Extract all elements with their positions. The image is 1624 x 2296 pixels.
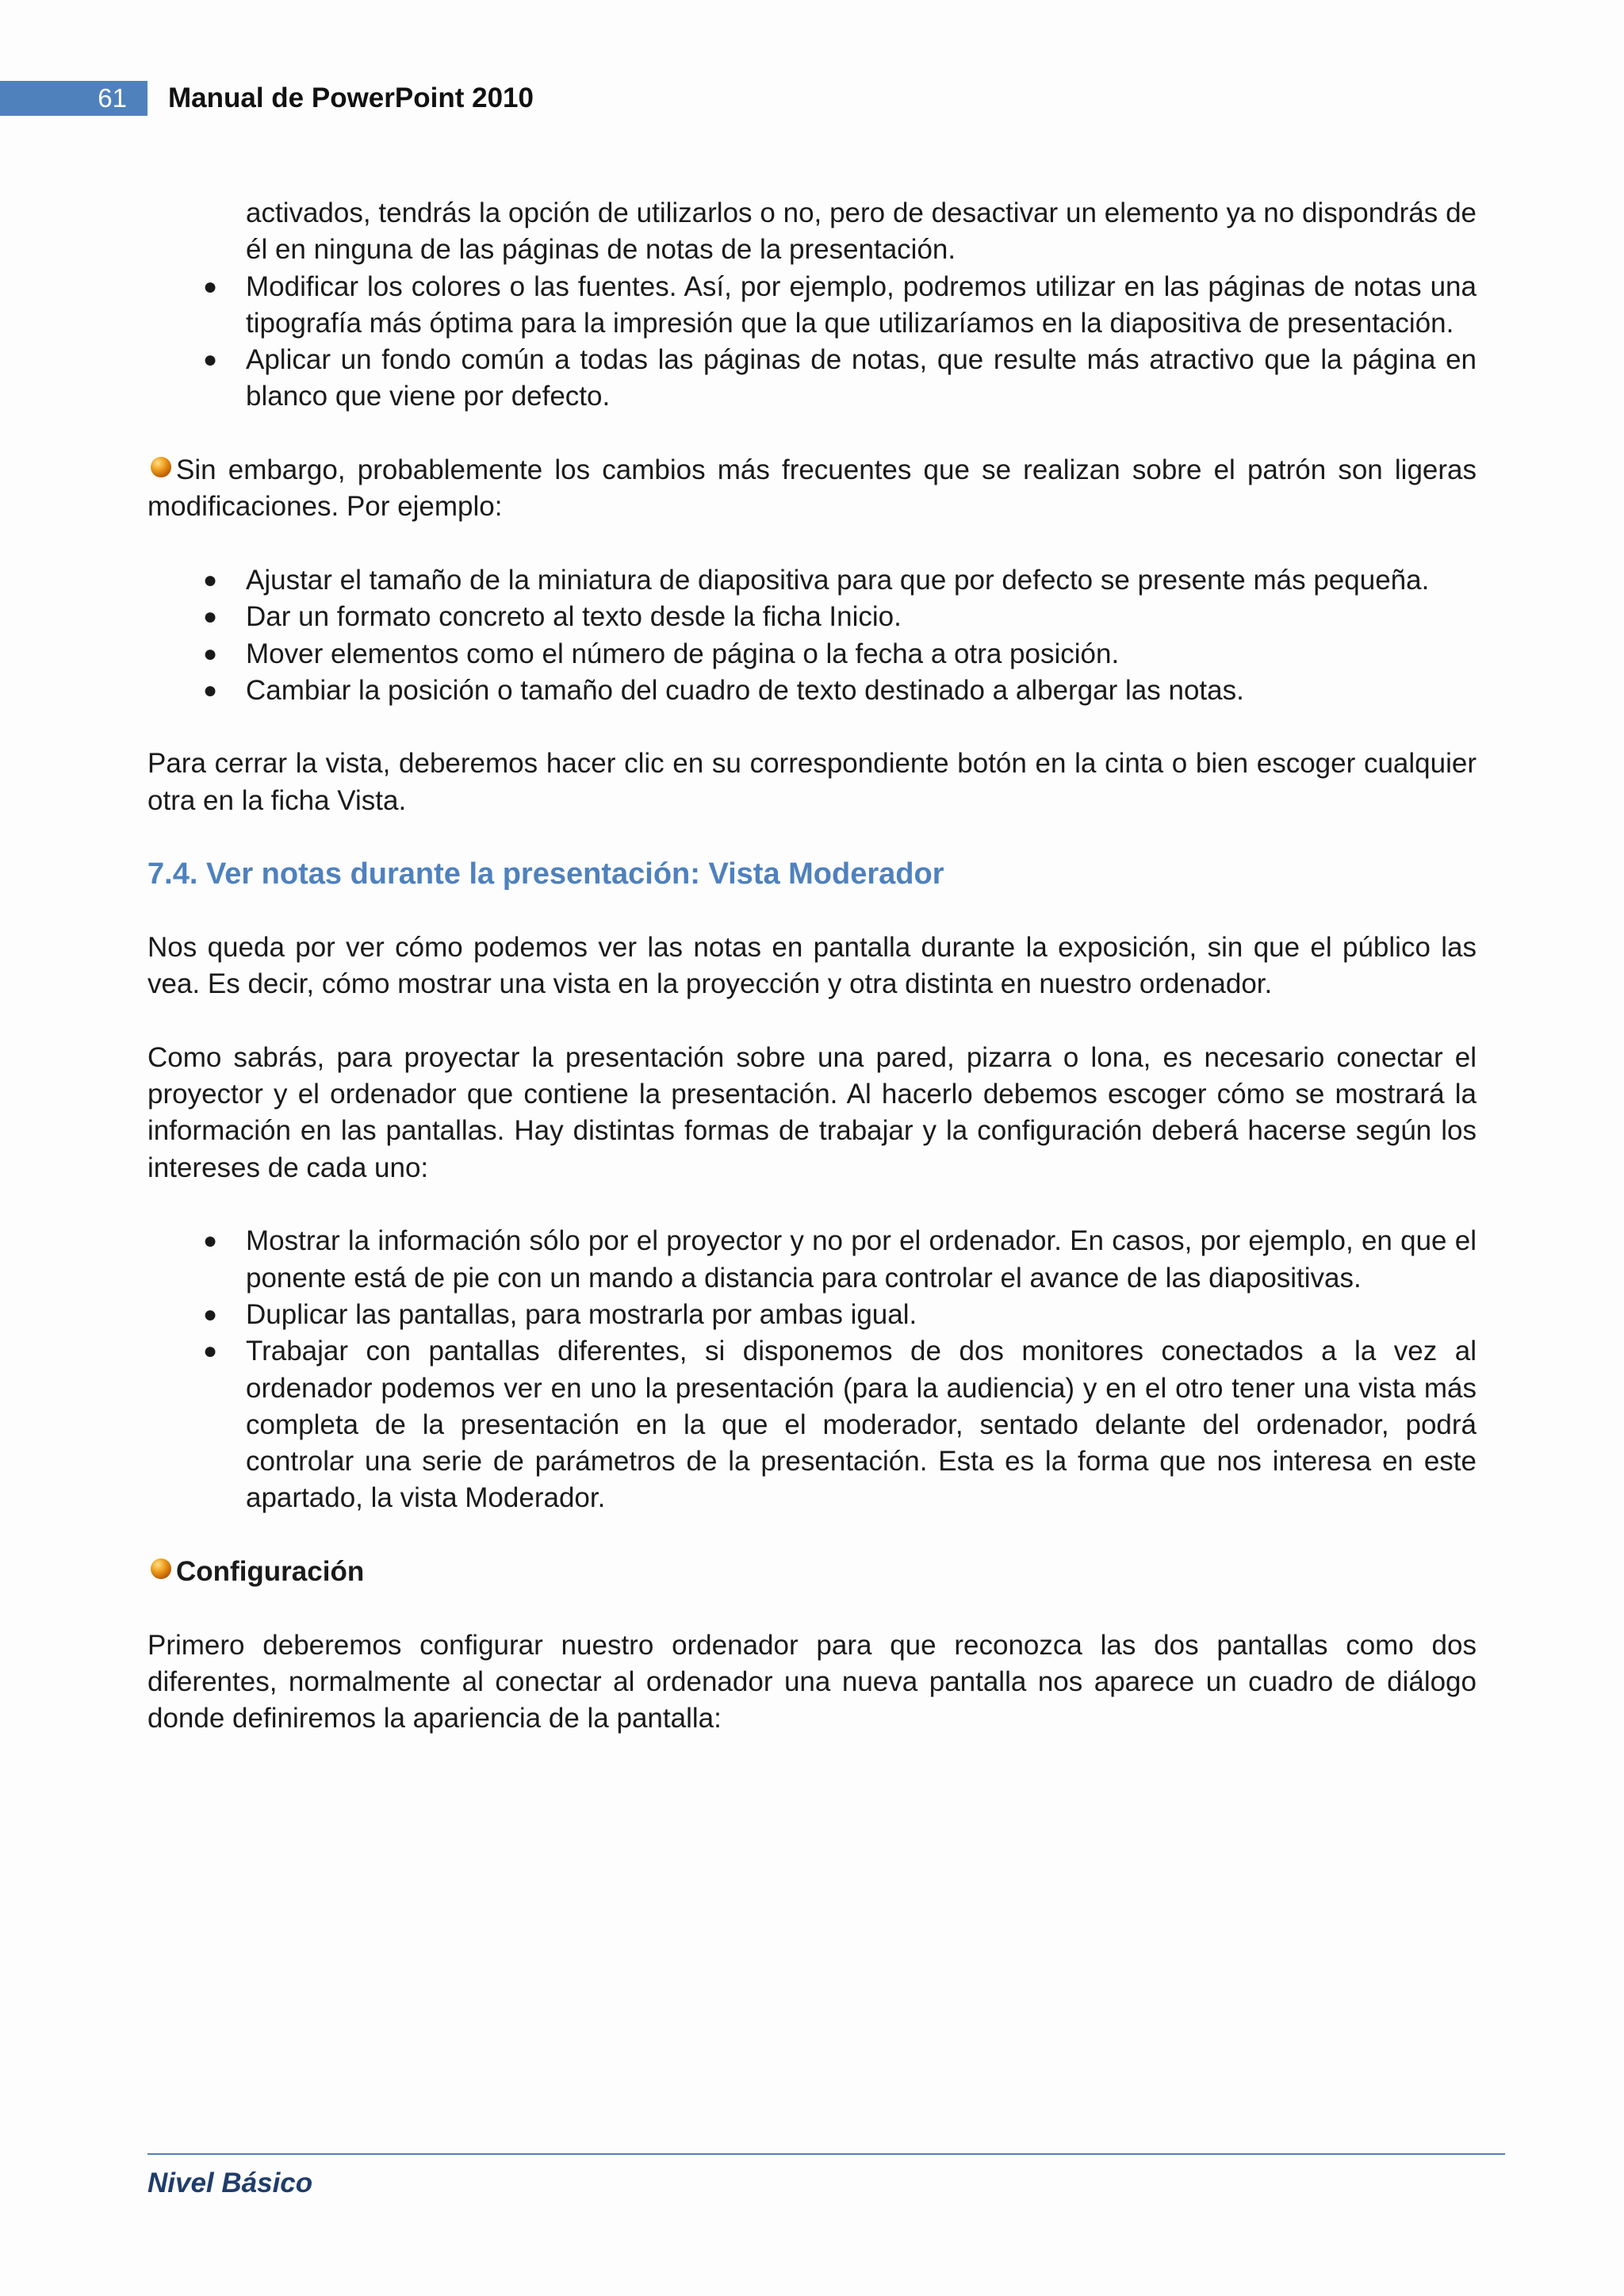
paragraph-cerrar: Para cerrar la vista, deberemos hacer clic en su correspondiente botón en la cinta o bien escoger cualquier otra en la ficha Vista. bbox=[147, 748, 1477, 816]
orange-ball-icon bbox=[151, 1558, 171, 1579]
paragraph-nos-queda: Nos queda por ver cómo podemos ver las notas en pantalla durante la exposición, sin que el público las vea. Es decir, cómo mostrar una vista en la proyección y otra distinta en nuestro ordenador. bbox=[147, 931, 1477, 1000]
list-item bbox=[147, 1297, 1477, 1333]
paragraph-text: Sin embargo, probablemente los cambios más frecuentes que se realizan sobre el patrón son ligeras modificaciones. Por ejemplo: bbox=[147, 454, 1477, 523]
list-item bbox=[147, 1223, 1477, 1297]
bullet-icon: ● bbox=[202, 604, 218, 631]
page-number: 61 bbox=[0, 81, 147, 116]
list-item-continuation: activados, tendrás la opción de utilizarlos o no, pero de desactivar un elemento ya no dispondrás de él en ninguna de las páginas de notas de la presentación. bbox=[246, 197, 1477, 266]
paragraph-primero: Primero deberemos configurar nuestro ordenador para que reconozca las dos pantallas como dos diferentes, normalmente al conectar al ordenador una nueva pantalla nos aparece un cuadro de diálogo donde definiremos la apariencia de la pantalla: bbox=[147, 1629, 1477, 1734]
paragraph-como: Como sabrás, para proyectar la presentación sobre una pared, pizarra o lona, es necesario conectar el proyector y el ordenador que contiene la presentación. Al hacerlo debemos escoger cómo se mostrará la información en las pantallas. Hay distintas formas de trabajar y la configuración deberá hacerse según los intereses de cada uno: bbox=[147, 1041, 1477, 1183]
bullet-icon: ● bbox=[202, 566, 218, 593]
bullet-icon: ● bbox=[202, 1338, 218, 1365]
orange-ball-icon bbox=[151, 457, 171, 477]
configuracion-heading bbox=[147, 1554, 1477, 1590]
bullet-list-2 bbox=[147, 562, 1477, 709]
list-item bbox=[147, 1333, 1477, 1516]
bullet-list-1 bbox=[147, 269, 1477, 416]
bullet-list-3 bbox=[147, 1223, 1477, 1516]
list-item-text: Dar un formato concreto al texto desde la ficha Inicio. bbox=[246, 601, 902, 633]
list-item bbox=[147, 673, 1477, 709]
list-item-text: Modificar los colores o las fuentes. Así, por ejemplo, podremos utilizar en las páginas de notas una tipografía más óptima para la impresión que la que utilizaríamos en la diapositiva de presentación. bbox=[246, 270, 1477, 339]
list-item bbox=[147, 269, 1477, 343]
list-item-text: Ajustar el tamaño de la miniatura de diapositiva para que por defecto se presente más pequeña. bbox=[246, 564, 1430, 596]
list-item bbox=[147, 636, 1477, 673]
list-item-text: Duplicar las pantallas, para mostrarla por ambas igual. bbox=[246, 1298, 917, 1330]
list-item bbox=[147, 342, 1477, 416]
page-content bbox=[147, 195, 1477, 1737]
list-item-text: Mostrar la información sólo por el proyector y no por el ordenador. En casos, por ejemplo, en que el ponente está de pie con un mando a distancia para controlar el avance de las diapositivas. bbox=[246, 1225, 1477, 1294]
bullet-icon: ● bbox=[202, 273, 218, 300]
section-heading: 7.4. Ver notas durante la presentación: Vista Moderador bbox=[147, 857, 944, 891]
bullet-icon: ● bbox=[202, 1301, 218, 1328]
list-item bbox=[147, 599, 1477, 635]
footer-text: Nivel Básico bbox=[147, 2168, 313, 2198]
footer-divider bbox=[147, 2153, 1505, 2155]
bullet-icon: ● bbox=[202, 347, 218, 374]
list-item-text: Aplicar un fondo común a todas las páginas de notas, que resulte más atractivo que la página en blanco que viene por defecto. bbox=[246, 344, 1477, 412]
bullet-icon: ● bbox=[202, 1228, 218, 1255]
list-item-text: Trabajar con pantallas diferentes, si disponemos de dos monitores conectados a la vez al ordenador podemos ver en uno la presentación (para la audiencia) y en el otro tener una vista más completa de la presentación en la que el moderador, sentado delante del ordenador, podrá controlar una serie de parámetros de la presentación. Esta es la forma que nos interesa en este apartado, la vista Moderador. bbox=[246, 1336, 1477, 1514]
configuracion-label: Configuración bbox=[176, 1555, 365, 1587]
list-item-text: Mover elementos como el número de página o la fecha a otra posición. bbox=[246, 638, 1120, 669]
paragraph-sin-embargo bbox=[147, 452, 1477, 526]
list-item-text: Cambiar la posición o tamaño del cuadro de texto destinado a albergar las notas. bbox=[246, 674, 1244, 706]
bullet-icon: ● bbox=[202, 640, 218, 667]
list-item bbox=[147, 562, 1477, 599]
document-title: Manual de PowerPoint 2010 bbox=[168, 82, 534, 113]
bullet-icon: ● bbox=[202, 677, 218, 703]
